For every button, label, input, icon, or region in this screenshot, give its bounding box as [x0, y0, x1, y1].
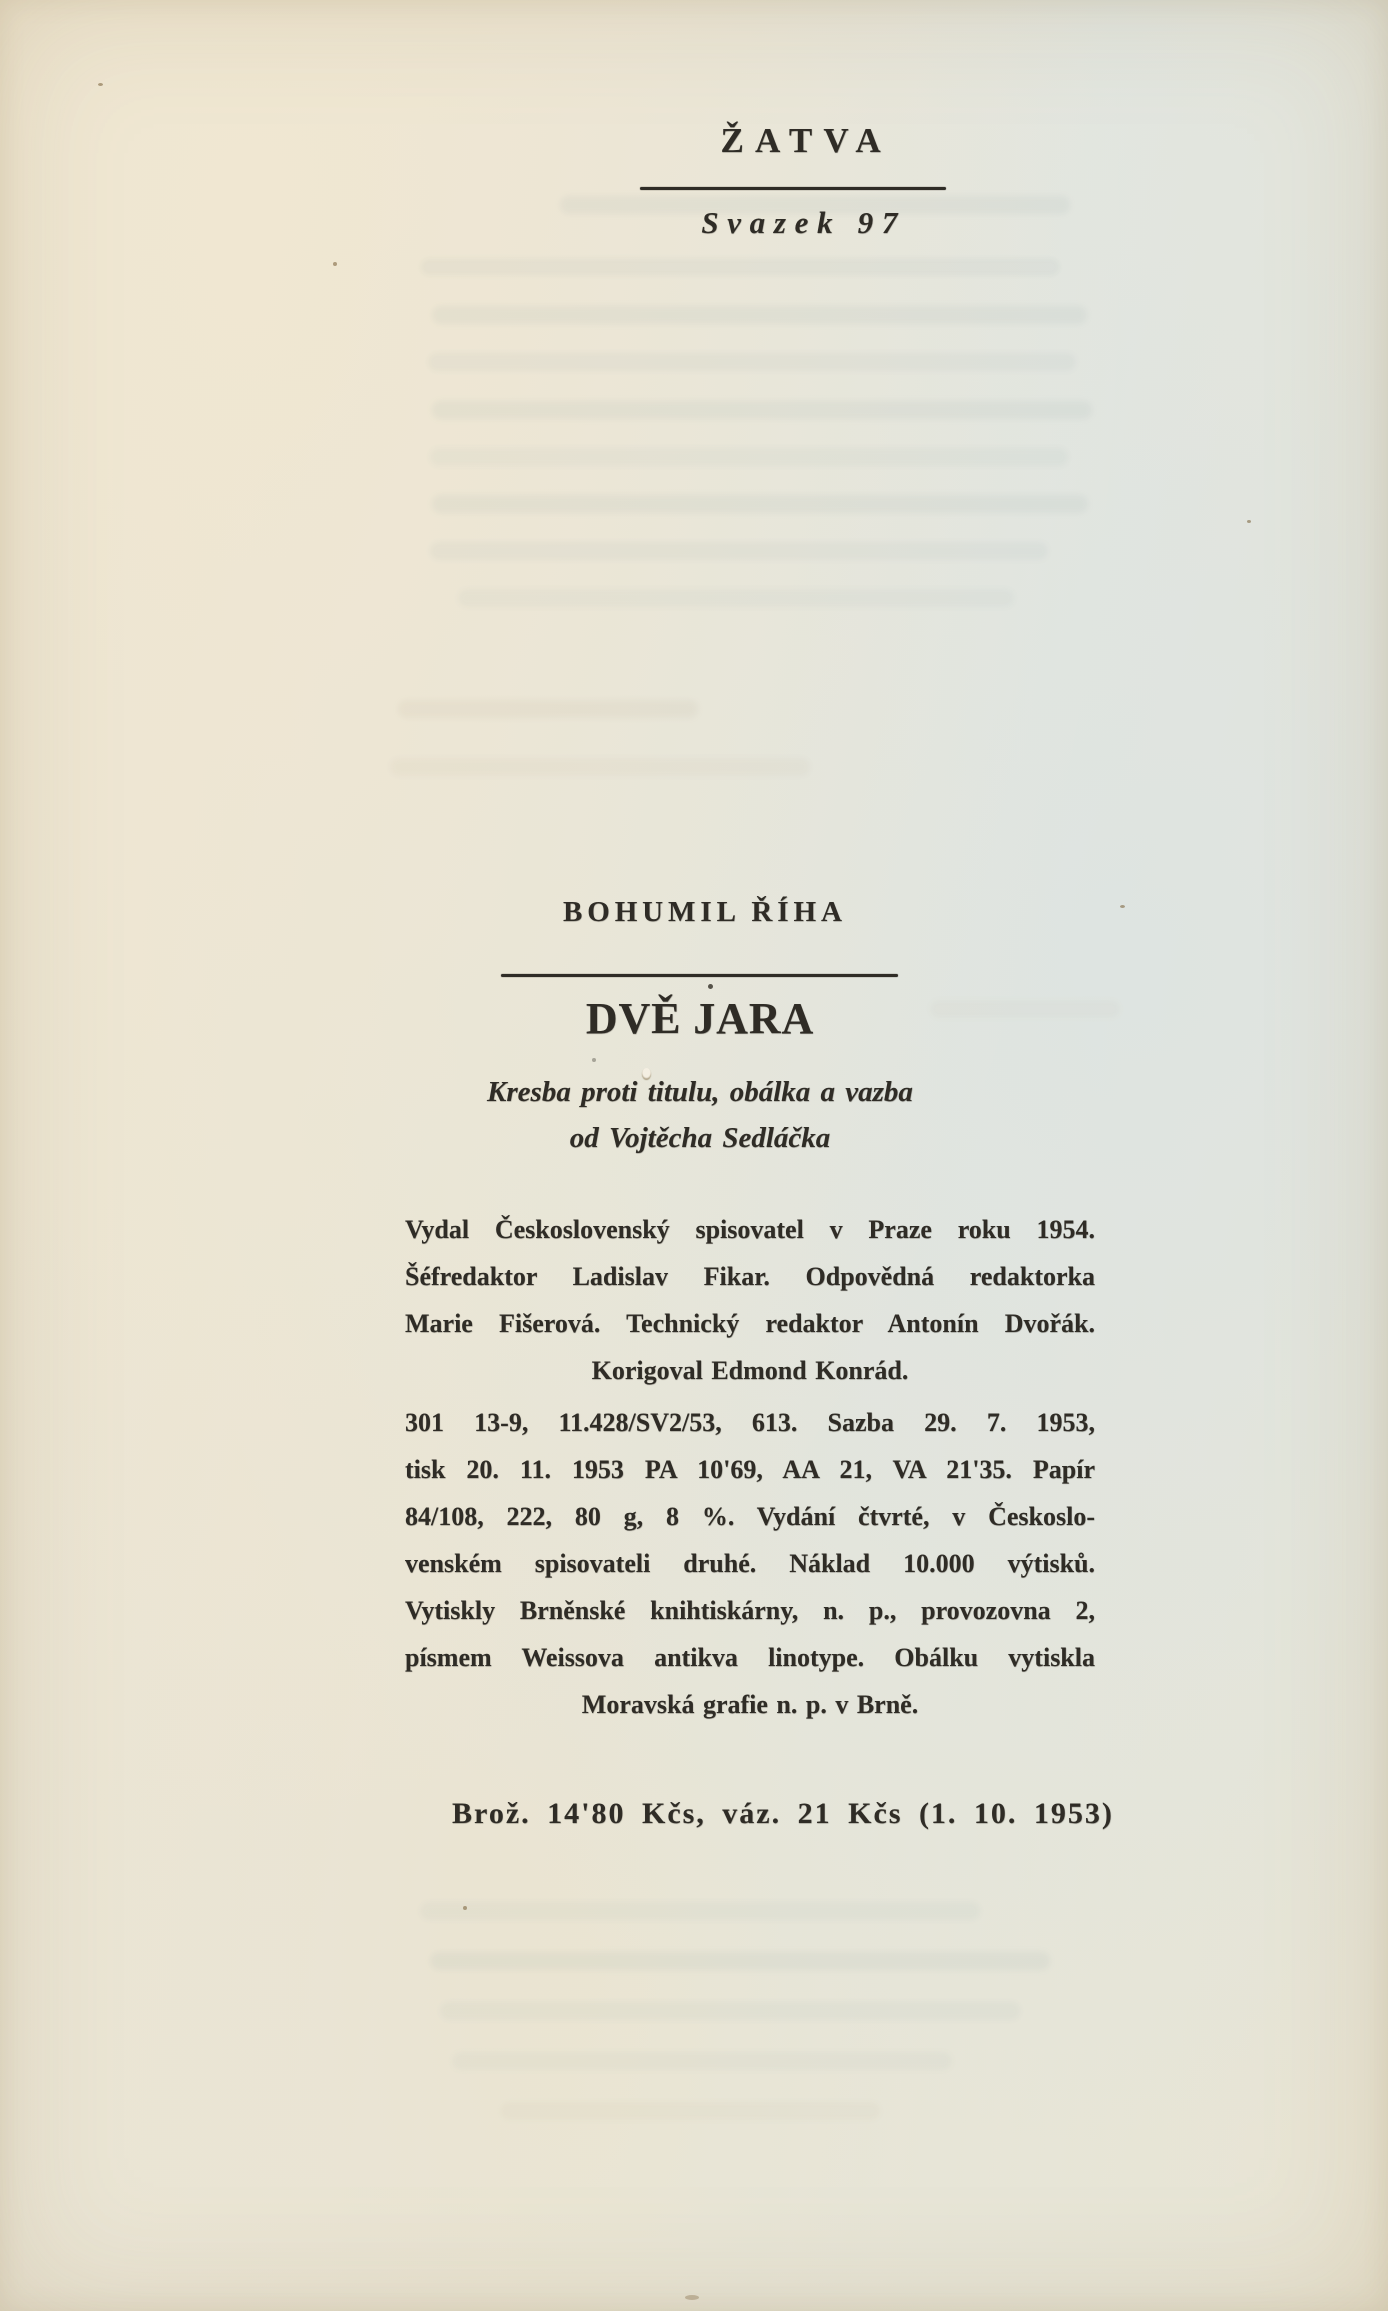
- colophon-line: Marie Fišerová. Technický redaktor Antonín Dvořák.: [405, 1309, 1095, 1338]
- paper-speck: [1120, 905, 1125, 908]
- colophon-line: písmem Weissova antikva linotype. Obálku vytiskla: [405, 1643, 1095, 1672]
- credit-line-2: od Vojtěcha Sedláčka: [569, 1122, 831, 1154]
- paper-speck: [333, 262, 337, 266]
- series-volume: Svazek 97: [701, 205, 907, 240]
- book-title: DVĚ JARA: [585, 994, 815, 1043]
- colophon-block: [405, 1206, 1095, 1728]
- author-rule: [501, 974, 898, 977]
- ink-dot-artifact: [708, 984, 713, 989]
- author-name: BOHUMIL ŘÍHA: [562, 896, 847, 928]
- colophon-line: Moravská grafie n. p. v Brně.: [581, 1690, 919, 1719]
- colophon-line: Vytiskly Brněnské knihtiskárny, n. p., provozovna 2,: [405, 1596, 1095, 1625]
- paper-speck: [1247, 520, 1251, 523]
- price-line: Brož. 14'80 Kčs, váz. 21 Kčs (1. 10. 1953): [452, 1797, 1114, 1830]
- paper-speck: [463, 1906, 467, 1910]
- series-rule: [640, 187, 946, 190]
- colophon-line: Šéfredaktor Ladislav Fikar. Odpovědná redaktorka: [405, 1262, 1095, 1291]
- colophon-line: venském spisovateli druhé. Náklad 10.000 výtisků.: [405, 1549, 1095, 1578]
- credit-line-1: Kresba proti titulu, obálka a vazba: [487, 1076, 913, 1108]
- paper-speck: [685, 2295, 699, 2300]
- ink-dot-artifact: [592, 1058, 596, 1062]
- colophon-line: tisk 20. 11. 1953 PA 10'69, AA 21, VA 21'35. Papír: [405, 1455, 1095, 1484]
- paper-speck: [98, 83, 103, 86]
- series-title: ŽATVA: [720, 121, 892, 160]
- colophon-line: 301 13-9, 11.428/SV2/53, 613. Sazba 29. 7. 1953,: [405, 1408, 1095, 1437]
- colophon-line: Vydal Československý spisovatel v Praze roku 1954.: [405, 1215, 1095, 1244]
- colophon-line: 84/108, 222, 80 g, 8 %. Vydání čtvrté, v Českoslo-: [405, 1502, 1095, 1531]
- colophon-line: Korigoval Edmond Konrád.: [591, 1356, 909, 1385]
